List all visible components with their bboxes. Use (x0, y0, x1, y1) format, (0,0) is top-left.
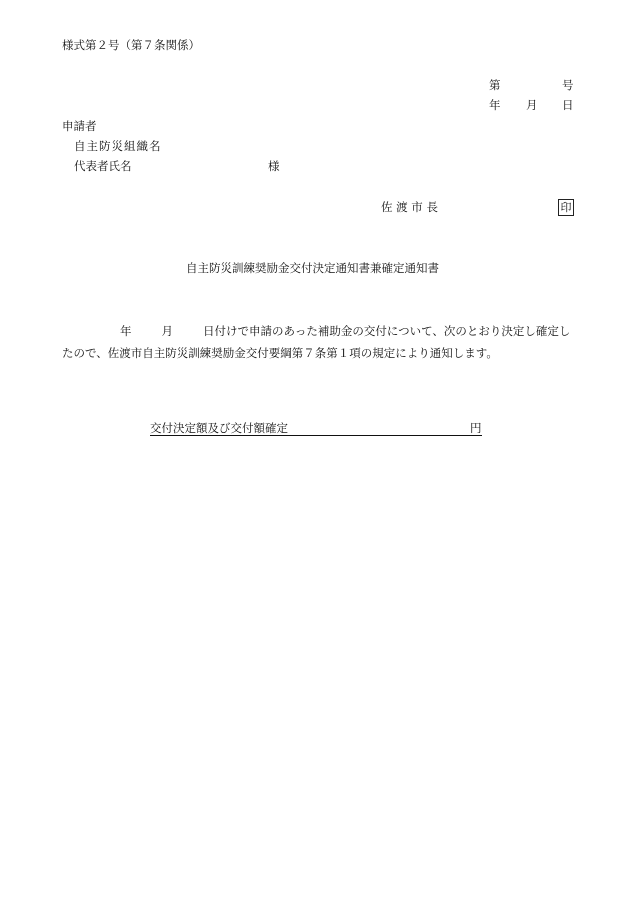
body-line1: 日付けで申請のあった補助金の交付について、次のとおり決定し確定し (203, 324, 571, 338)
date-month-label: 月 (526, 98, 538, 112)
document-title: 自主防災訓練奨励金交付決定通知書兼確定通知書 (186, 261, 439, 275)
form-number-label: 様式第２号（第７条関係） (62, 38, 200, 52)
amount-unit: 円 (470, 421, 482, 435)
date-year-label: 年 (489, 98, 501, 112)
amount-label: 交付決定額及び交付額確定 (150, 421, 288, 435)
mayor-title: 佐 渡 市 長 (381, 200, 438, 214)
doc-number-prefix: 第 (489, 78, 501, 92)
body-month: 月 (161, 324, 173, 338)
seal-mark: 印 (558, 199, 574, 216)
amount-underline (150, 435, 482, 436)
body-year: 年 (120, 324, 132, 338)
org-name-label: 自主防災組織名 (74, 139, 162, 153)
doc-number-suffix: 号 (562, 78, 574, 92)
applicant-label: 申請者 (62, 119, 97, 133)
notice-body (62, 320, 576, 364)
representative-name-label: 代表者氏名 (74, 159, 132, 173)
date-day-label: 日 (562, 98, 574, 112)
honorific-sama: 様 (268, 159, 280, 173)
body-line2: たので、佐渡市自主防災訓練奨励金交付要綱第７条第１項の規定により通知します。 (62, 346, 498, 360)
